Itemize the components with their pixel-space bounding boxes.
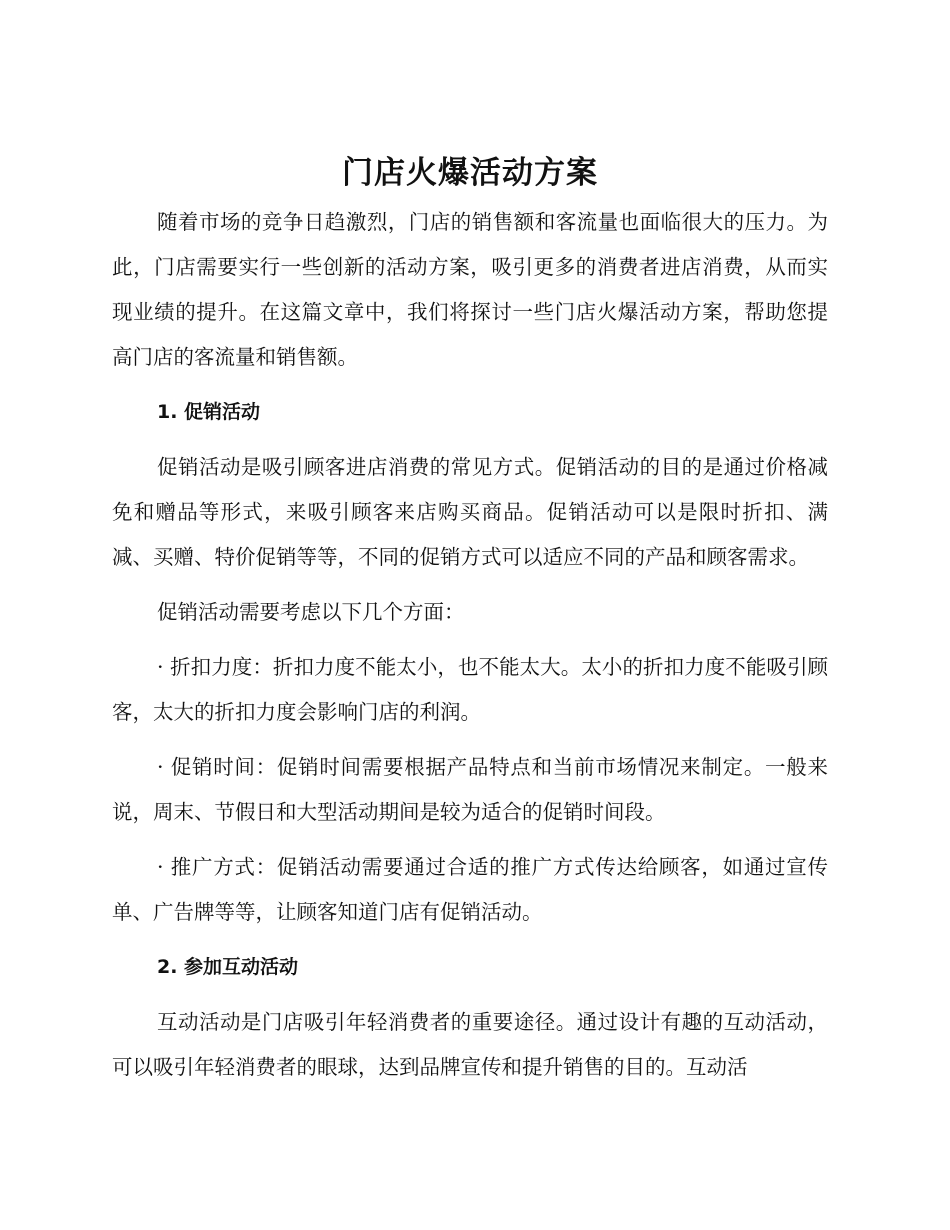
promotion-considerations-paragraph: 促销活动需要考虑以下几个方面： xyxy=(157,600,465,624)
bullet-promotion-method: · 推广方式：促销活动需要通过合适的推广方式传达给顾客，如通过宣传单、广告牌等等，让顾客知道门店有促销活动。 xyxy=(112,855,828,924)
promotion-paragraph: 促销活动是吸引顾客进店消费的常见方式。促销活动的目的是通过价格减免和赠品等形式，来吸引顾客来店购买商品。促销活动可以是限时折扣、满减、买赠、特价促销等等，不同的促销方式可以适应不同的产品和顾客需求。 xyxy=(112,455,828,569)
bullet-discount: · 折扣力度：折扣力度不能太小，也不能太大。太小的折扣力度不能吸引顾客，太大的折扣力度会影响门店的利润。 xyxy=(112,655,828,724)
section-heading-interactive: 2. 参加互动活动 xyxy=(157,956,299,978)
section-heading-promotion: 1. 促销活动 xyxy=(157,401,261,423)
interactive-paragraph: 互动活动是门店吸引年轻消费者的重要途径。通过设计有趣的互动活动，可以吸引年轻消费者的眼球，达到品牌宣传和提升销售的目的。互动活 xyxy=(112,1010,828,1079)
document-title: 门店火爆活动方案 xyxy=(342,155,598,191)
bullet-timing: · 促销时间：促销时间需要根据产品特点和当前市场情况来制定。一般来说，周末、节假日和大型活动期间是较为适合的促销时间段。 xyxy=(112,755,828,824)
intro-paragraph: 随着市场的竞争日趋激烈，门店的销售额和客流量也面临很大的压力。为此，门店需要实行一些创新的活动方案，吸引更多的消费者进店消费，从而实现业绩的提升。在这篇文章中，我们将探讨一些门店火爆活动方案，帮助您提高门店的客流量和销售额。 xyxy=(112,210,828,369)
document-page xyxy=(112,148,828,1100)
